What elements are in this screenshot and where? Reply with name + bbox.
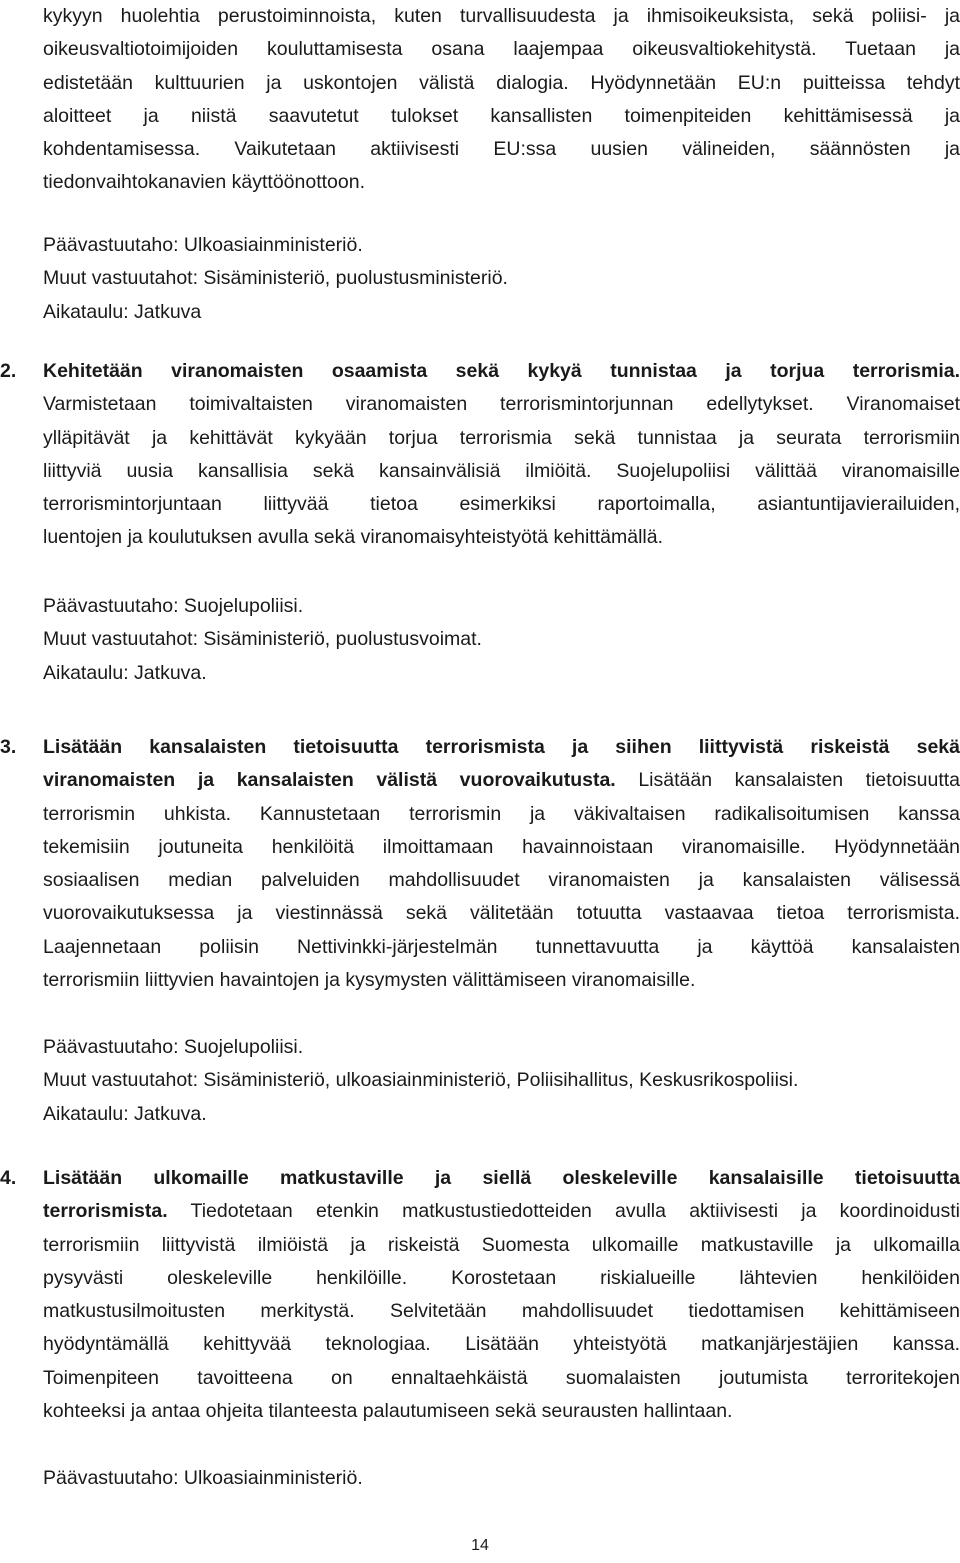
paragraph-line: kykyyn huolehtia perustoiminnoista, kuten turvallisuudesta ja ihmisoikeuksista, sekä poliisi- ja bbox=[43, 5, 960, 27]
intro-paragraph bbox=[43, 0, 960, 200]
paragraph-line: edistetään kulttuurien ja uskontojen välistä dialogia. Hyödynnetään EU:n puitteissa tehdyt bbox=[43, 71, 960, 94]
item-number: 2. bbox=[0, 360, 17, 382]
other-responsible: Muut vastuutahot: Sisäministeriö, puolustusvoimat. bbox=[43, 628, 482, 651]
item-heading: Lisätään ulkomaille matkustaville ja siellä oleskeleville kansalaisille tietoisuutta bbox=[43, 1167, 960, 1189]
schedule: Aikataulu: Jatkuva. bbox=[43, 661, 207, 684]
paragraph-line: terrorismintorjuntaan liittyvää tietoa esimerkiksi raportoimalla, asiantuntijavierailuiden, bbox=[43, 493, 960, 516]
paragraph-line bbox=[43, 1195, 960, 1228]
main-responsible: Päävastuutaho: Suojelupoliisi. bbox=[43, 1036, 304, 1058]
item-2-paragraph bbox=[43, 355, 960, 555]
intro-responsibility bbox=[43, 229, 508, 329]
item-text: Tiedotetaan etenkin matkustustiedotteiden avulla aktiivisesti ja koordinoidusti bbox=[167, 1200, 960, 1223]
paragraph-line: Toimenpiteen tavoitteena on ennaltaehkäistä suomalaisten joutumista terroritekojen bbox=[43, 1366, 960, 1389]
main-responsible: Päävastuutaho: Ulkoasiainministeriö. bbox=[43, 234, 363, 256]
schedule: Aikataulu: Jatkuva. bbox=[43, 1102, 207, 1125]
item-text: Lisätään kansalaisten tietoisuutta bbox=[615, 769, 960, 792]
paragraph-line: matkustusilmoitusten merkitystä. Selvitetään mahdollisuudet tiedottamisen kehittämiseen bbox=[43, 1300, 960, 1323]
main-responsible: Päävastuutaho: Ulkoasiainministeriö. bbox=[43, 1467, 363, 1489]
item-4-responsibility bbox=[43, 1462, 363, 1495]
paragraph-line: liittyviä uusia kansallisia sekä kansainvälisiä ilmiöitä. Suojelupoliisi välittää viranomaisille bbox=[43, 459, 960, 482]
paragraph-line: tekemisiin joutuneita henkilöitä ilmoittamaan havainnoistaan viranomaisille. Hyödynnetään bbox=[43, 835, 960, 858]
item-2-responsibility bbox=[43, 590, 482, 690]
item-3-responsibility bbox=[43, 1031, 798, 1131]
item-number: 3. bbox=[0, 736, 17, 758]
paragraph-line bbox=[43, 1162, 960, 1195]
item-heading: terrorismista. bbox=[43, 1200, 168, 1223]
paragraph-line: Varmistetaan toimivaltaisten viranomaisten terrorismintorjunnan edellytykset. Viranomaiset bbox=[43, 393, 960, 416]
other-responsible: Muut vastuutahot: Sisäministeriö, ulkoasiainministeriö, Poliisihallitus, Keskusrikospoliisi. bbox=[43, 1069, 799, 1092]
paragraph-line: aloitteet ja niistä saavutetut tulokset kansallisten toimenpiteiden kehittämisessä ja bbox=[43, 104, 960, 127]
paragraph-line: pysyvästi oleskeleville henkilöille. Korostetaan riskialueille lähtevien henkilöiden bbox=[43, 1266, 960, 1289]
item-heading: Lisätään kansalaisten tietoisuutta terrorismista ja siihen liittyvistä riskeistä sekä bbox=[43, 736, 960, 758]
paragraph-line: terrorismiin liittyvistä ilmiöistä ja riskeistä Suomesta ulkomaille matkustaville ja ulkomailla bbox=[43, 1233, 960, 1256]
paragraph-line: luentojen ja koulutuksen avulla sekä viranomaisyhteistyötä kehittämällä. bbox=[43, 526, 664, 549]
paragraph-line: ylläpitävät ja kehittävät kykyään torjua terrorismia sekä tunnistaa ja seurata terrorismiin bbox=[43, 426, 960, 449]
paragraph-line: hyödyntämällä kehittyvää teknologiaa. Lisätään yhteistyötä matkanjärjestäjien kanssa. bbox=[43, 1333, 960, 1356]
paragraph-line: oikeusvaltiotoimijoiden kouluttamisesta osana laajempaa oikeusvaltiokehitystä. Tuetaan ja bbox=[43, 38, 960, 61]
paragraph-line bbox=[43, 731, 960, 764]
item-4-paragraph bbox=[43, 1162, 960, 1428]
paragraph-line: sosiaalisen median palveluiden mahdollisuudet viranomaisten ja kansalaisten välisessä bbox=[43, 869, 960, 892]
paragraph-line: kohdentamisessa. Vaikutetaan aktiivisesti EU:ssa uusien välineiden, säännösten ja bbox=[43, 138, 960, 161]
paragraph-line: kohteeksi ja antaa ohjeita tilanteesta palautumiseen sekä seurausten hallintaan. bbox=[43, 1400, 733, 1423]
paragraph-line bbox=[43, 764, 960, 797]
paragraph-line: tiedonvaihtokanavien käyttöönottoon. bbox=[43, 171, 365, 194]
paragraph-line: vuorovaikutuksessa ja viestinnässä sekä välitetään totuutta vastaavaa tietoa terrorismista. bbox=[43, 902, 960, 925]
other-responsible: Muut vastuutahot: Sisäministeriö, puolustusministeriö. bbox=[43, 267, 508, 290]
paragraph-line: Laajennetaan poliisin Nettivinkki-järjestelmän tunnettavuutta ja käyttöä kansalaisten bbox=[43, 935, 960, 958]
paragraph-line: terrorismiin liittyvien havaintojen ja kysymysten välittämiseen viranomaisille. bbox=[43, 969, 696, 992]
item-heading: Kehitetään viranomaisten osaamista sekä kykyä tunnistaa ja torjua terrorismia. bbox=[43, 360, 960, 382]
schedule: Aikataulu: Jatkuva bbox=[43, 300, 202, 323]
page-number: 14 bbox=[471, 1537, 489, 1554]
paragraph-line bbox=[43, 355, 960, 388]
item-3-paragraph bbox=[43, 731, 960, 997]
item-heading: viranomaisten ja kansalaisten välistä vuorovaikutusta. bbox=[43, 769, 616, 792]
main-responsible: Päävastuutaho: Suojelupoliisi. bbox=[43, 595, 304, 617]
item-number: 4. bbox=[0, 1167, 17, 1189]
paragraph-line: terrorismin uhkista. Kannustetaan terrorismin ja väkivaltaisen radikalisoitumisen kanssa bbox=[43, 802, 960, 825]
